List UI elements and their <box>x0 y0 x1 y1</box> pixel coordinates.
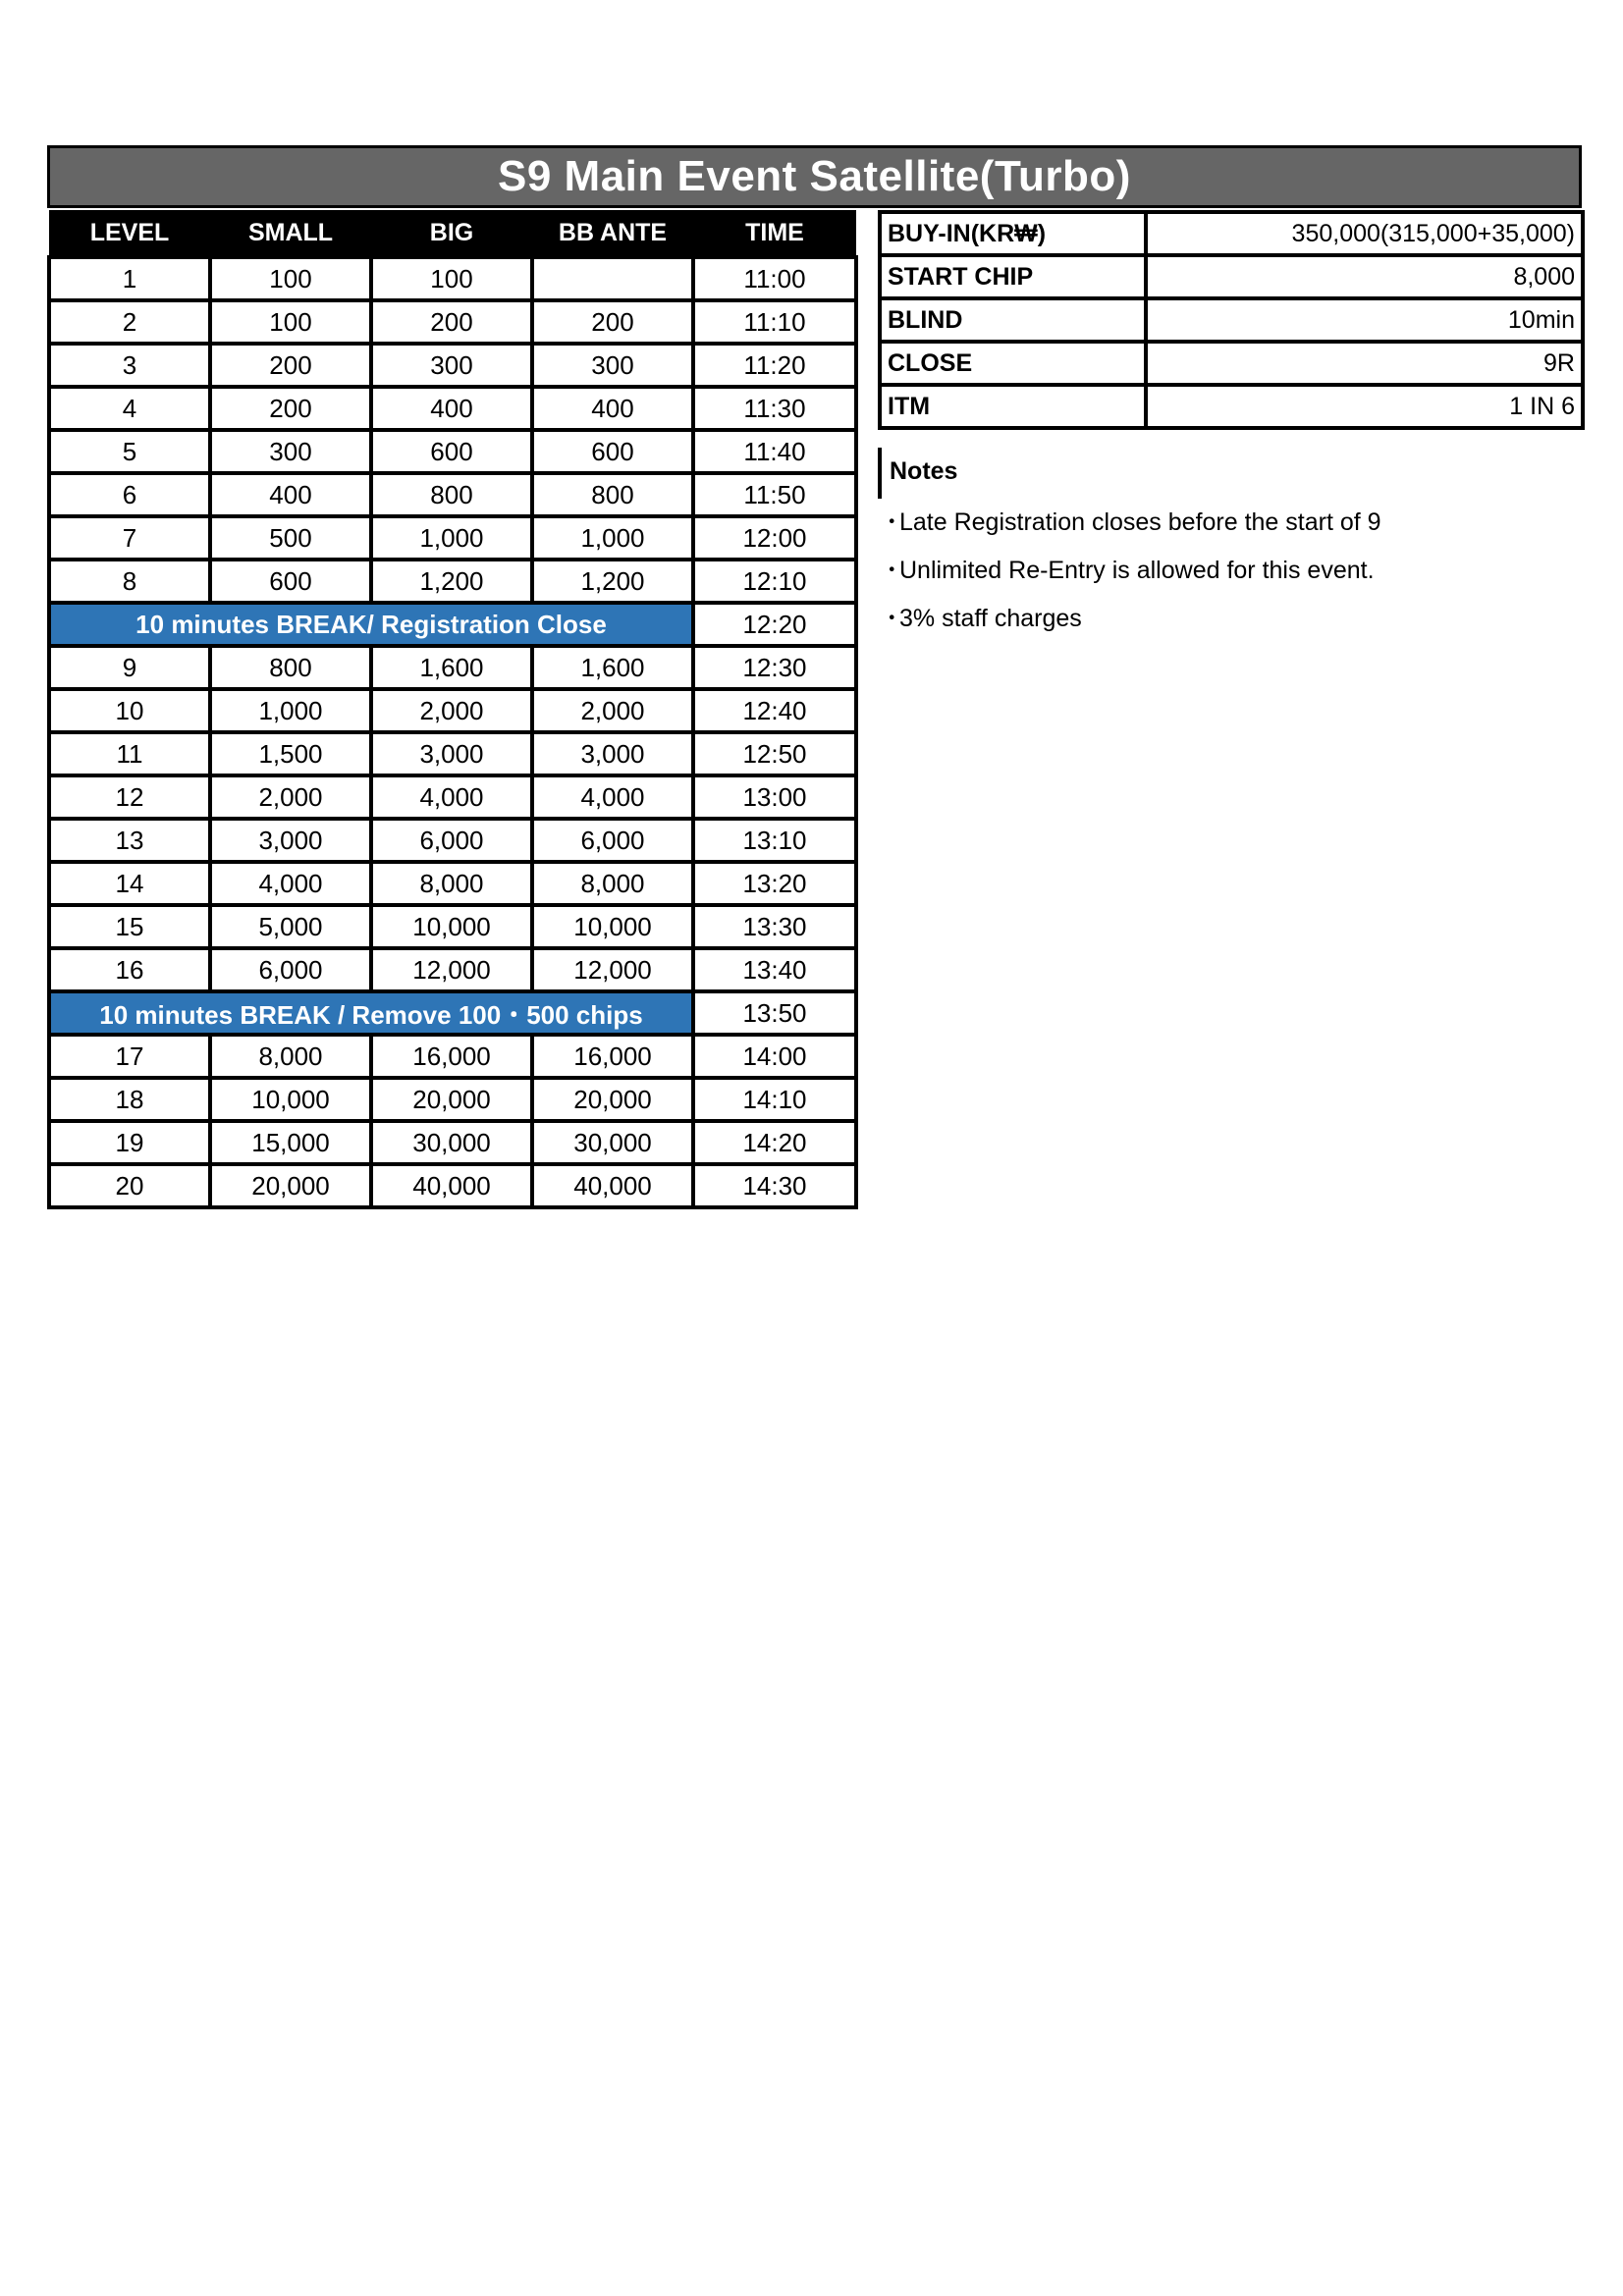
small-blind-cell: 10,000 <box>210 1078 371 1121</box>
table-row <box>49 300 856 344</box>
info-row <box>880 212 1583 255</box>
table-row <box>49 948 856 991</box>
bb-ante-cell: 16,000 <box>532 1035 693 1078</box>
level-cell: 3 <box>49 344 210 387</box>
bb-ante-cell: 1,200 <box>532 560 693 603</box>
note-text: Late Registration closes before the start of 9 <box>899 508 1381 536</box>
table-row <box>49 387 856 430</box>
time-cell: 13:10 <box>693 819 856 862</box>
time-cell: 12:30 <box>693 646 856 689</box>
big-blind-cell: 16,000 <box>371 1035 532 1078</box>
level-cell: 7 <box>49 516 210 560</box>
bb-ante-cell: 1,600 <box>532 646 693 689</box>
level-cell: 11 <box>49 732 210 775</box>
break-label: 10 minutes BREAK/ Registration Close <box>49 603 693 646</box>
big-blind-cell: 1,200 <box>371 560 532 603</box>
info-label: START CHIP <box>880 255 1146 298</box>
level-cell: 8 <box>49 560 210 603</box>
bb-ante-cell: 300 <box>532 344 693 387</box>
table-row <box>49 257 856 300</box>
info-row <box>880 342 1583 385</box>
table-row <box>49 689 856 732</box>
time-cell: 13:00 <box>693 775 856 819</box>
info-value: 1 IN 6 <box>1146 385 1583 428</box>
table-row <box>49 430 856 473</box>
big-blind-cell: 4,000 <box>371 775 532 819</box>
bb-ante-cell: 600 <box>532 430 693 473</box>
header-small: SMALL <box>210 210 371 257</box>
level-cell: 5 <box>49 430 210 473</box>
small-blind-cell: 6,000 <box>210 948 371 991</box>
note-text: 3% staff charges <box>899 605 1082 632</box>
info-value: 350,000(315,000+35,000) <box>1146 212 1583 255</box>
level-cell: 20 <box>49 1164 210 1207</box>
note-item <box>886 503 1381 551</box>
table-row <box>49 1035 856 1078</box>
level-cell: 18 <box>49 1078 210 1121</box>
table-row <box>49 775 856 819</box>
bb-ante-cell: 3,000 <box>532 732 693 775</box>
big-blind-cell: 100 <box>371 257 532 300</box>
info-label: CLOSE <box>880 342 1146 385</box>
bb-ante-cell: 400 <box>532 387 693 430</box>
small-blind-cell: 600 <box>210 560 371 603</box>
small-blind-cell: 300 <box>210 430 371 473</box>
small-blind-cell: 1,000 <box>210 689 371 732</box>
time-cell: 14:10 <box>693 1078 856 1121</box>
time-cell: 13:40 <box>693 948 856 991</box>
small-blind-cell: 500 <box>210 516 371 560</box>
blind-structure-table <box>47 210 858 1209</box>
level-cell: 15 <box>49 905 210 948</box>
header-big: BIG <box>371 210 532 257</box>
time-cell: 11:00 <box>693 257 856 300</box>
big-blind-cell: 1,000 <box>371 516 532 560</box>
small-blind-cell: 4,000 <box>210 862 371 905</box>
big-blind-cell: 3,000 <box>371 732 532 775</box>
level-cell: 16 <box>49 948 210 991</box>
table-row <box>49 732 856 775</box>
info-label: ITM <box>880 385 1146 428</box>
info-row <box>880 385 1583 428</box>
table-row <box>49 516 856 560</box>
time-cell: 12:50 <box>693 732 856 775</box>
big-blind-cell: 400 <box>371 387 532 430</box>
level-cell: 1 <box>49 257 210 300</box>
level-cell: 12 <box>49 775 210 819</box>
info-row <box>880 298 1583 342</box>
bb-ante-cell: 30,000 <box>532 1121 693 1164</box>
table-row <box>49 473 856 516</box>
bb-ante-cell: 200 <box>532 300 693 344</box>
small-blind-cell: 100 <box>210 257 371 300</box>
table-row <box>49 862 856 905</box>
page-title: S9 Main Event Satellite(Turbo) <box>47 145 1582 208</box>
bb-ante-cell: 12,000 <box>532 948 693 991</box>
info-table-body <box>880 212 1583 428</box>
small-blind-cell: 800 <box>210 646 371 689</box>
big-blind-cell: 30,000 <box>371 1121 532 1164</box>
big-blind-cell: 6,000 <box>371 819 532 862</box>
small-blind-cell: 15,000 <box>210 1121 371 1164</box>
time-cell: 12:40 <box>693 689 856 732</box>
level-cell: 13 <box>49 819 210 862</box>
table-row <box>49 344 856 387</box>
break-time-cell: 13:50 <box>693 991 856 1035</box>
header-bb-ante: BB ANTE <box>532 210 693 257</box>
big-blind-cell: 8,000 <box>371 862 532 905</box>
header-time: TIME <box>693 210 856 257</box>
time-cell: 11:30 <box>693 387 856 430</box>
small-blind-cell: 200 <box>210 344 371 387</box>
time-cell: 12:10 <box>693 560 856 603</box>
bb-ante-cell: 2,000 <box>532 689 693 732</box>
big-blind-cell: 40,000 <box>371 1164 532 1207</box>
blind-table-body <box>49 257 856 1207</box>
big-blind-cell: 2,000 <box>371 689 532 732</box>
break-row <box>49 603 856 646</box>
time-cell: 11:20 <box>693 344 856 387</box>
time-cell: 14:30 <box>693 1164 856 1207</box>
table-row <box>49 646 856 689</box>
info-label: BUY-IN(KR₩) <box>880 212 1146 255</box>
break-time-cell: 12:20 <box>693 603 856 646</box>
small-blind-cell: 200 <box>210 387 371 430</box>
table-row <box>49 819 856 862</box>
note-text: Unlimited Re-Entry is allowed for this event. <box>899 557 1375 584</box>
table-row <box>49 905 856 948</box>
bb-ante-cell: 20,000 <box>532 1078 693 1121</box>
small-blind-cell: 5,000 <box>210 905 371 948</box>
time-cell: 14:00 <box>693 1035 856 1078</box>
table-row <box>49 560 856 603</box>
break-label: 10 minutes BREAK / Remove 100・500 chips <box>49 991 693 1035</box>
info-value: 10min <box>1146 298 1583 342</box>
tournament-info-table <box>878 210 1585 430</box>
header-level: LEVEL <box>49 210 210 257</box>
time-cell: 11:50 <box>693 473 856 516</box>
small-blind-cell: 20,000 <box>210 1164 371 1207</box>
table-row <box>49 1164 856 1207</box>
small-blind-cell: 3,000 <box>210 819 371 862</box>
level-cell: 10 <box>49 689 210 732</box>
time-cell: 11:10 <box>693 300 856 344</box>
time-cell: 13:20 <box>693 862 856 905</box>
info-label: BLIND <box>880 298 1146 342</box>
big-blind-cell: 600 <box>371 430 532 473</box>
level-cell: 4 <box>49 387 210 430</box>
note-item <box>886 599 1381 647</box>
break-row <box>49 991 856 1035</box>
time-cell: 13:30 <box>693 905 856 948</box>
bb-ante-cell: 4,000 <box>532 775 693 819</box>
info-value: 8,000 <box>1146 255 1583 298</box>
level-cell: 19 <box>49 1121 210 1164</box>
bullet-icon: ･ <box>886 508 898 536</box>
time-cell: 11:40 <box>693 430 856 473</box>
notes-divider <box>878 448 882 499</box>
table-header-row <box>49 210 856 257</box>
big-blind-cell: 200 <box>371 300 532 344</box>
info-row <box>880 255 1583 298</box>
bullet-icon: ･ <box>886 605 898 632</box>
bb-ante-cell: 6,000 <box>532 819 693 862</box>
time-cell: 14:20 <box>693 1121 856 1164</box>
notes-list <box>886 503 1381 647</box>
small-blind-cell: 400 <box>210 473 371 516</box>
small-blind-cell: 1,500 <box>210 732 371 775</box>
big-blind-cell: 10,000 <box>371 905 532 948</box>
small-blind-cell: 2,000 <box>210 775 371 819</box>
small-blind-cell: 100 <box>210 300 371 344</box>
level-cell: 6 <box>49 473 210 516</box>
big-blind-cell: 20,000 <box>371 1078 532 1121</box>
bullet-icon: ･ <box>886 557 898 584</box>
table-row <box>49 1121 856 1164</box>
level-cell: 14 <box>49 862 210 905</box>
bb-ante-cell: 8,000 <box>532 862 693 905</box>
level-cell: 9 <box>49 646 210 689</box>
time-cell: 12:00 <box>693 516 856 560</box>
bb-ante-cell: 10,000 <box>532 905 693 948</box>
bb-ante-cell <box>532 257 693 300</box>
level-cell: 2 <box>49 300 210 344</box>
level-cell: 17 <box>49 1035 210 1078</box>
note-item <box>886 551 1381 599</box>
big-blind-cell: 300 <box>371 344 532 387</box>
bb-ante-cell: 1,000 <box>532 516 693 560</box>
big-blind-cell: 1,600 <box>371 646 532 689</box>
big-blind-cell: 12,000 <box>371 948 532 991</box>
big-blind-cell: 800 <box>371 473 532 516</box>
info-value: 9R <box>1146 342 1583 385</box>
table-row <box>49 1078 856 1121</box>
notes-title: Notes <box>890 457 958 485</box>
bb-ante-cell: 800 <box>532 473 693 516</box>
small-blind-cell: 8,000 <box>210 1035 371 1078</box>
bb-ante-cell: 40,000 <box>532 1164 693 1207</box>
